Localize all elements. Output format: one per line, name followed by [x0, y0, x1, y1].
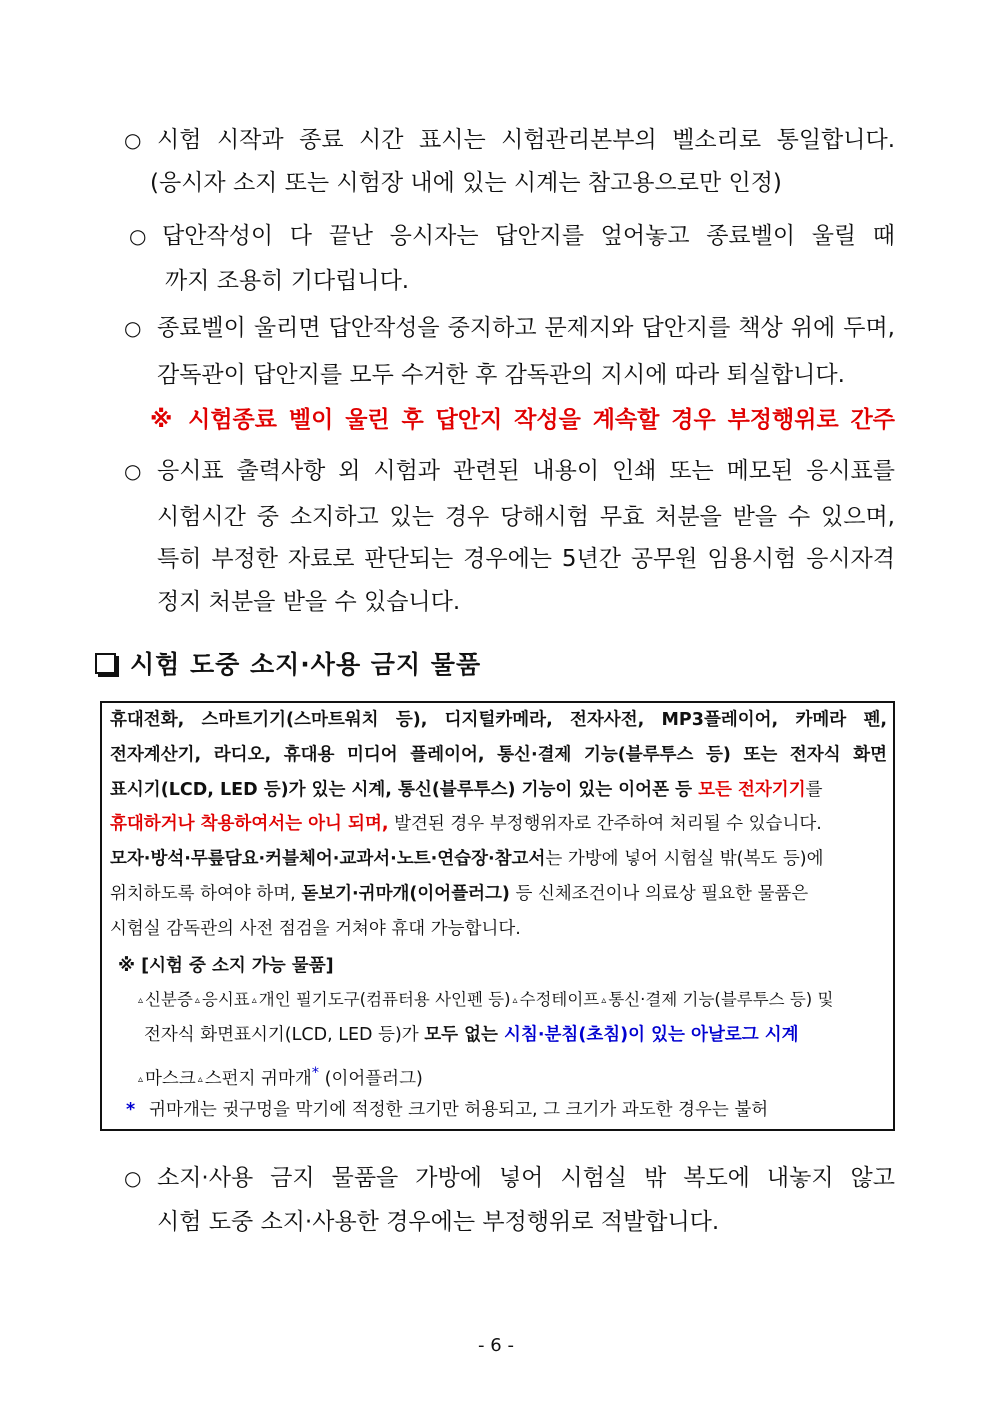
allowed-analog-watch: 시침·분침(초침)이 있는 아날로그 시계 — [497, 1025, 799, 1045]
item3-line2: 감독관이 답안지를 모두 수거한 후 감독관의 지시에 따라 퇴실합니다. — [157, 362, 845, 388]
allowed-line-3-tail: (이어플러그) — [319, 1068, 423, 1089]
item4-line1: 응시표 출력사항 외 시험과 관련된 내용이 인쇄 또는 메모된 응시표를 — [157, 458, 895, 484]
notice-line-2: 전자계산기, 라디오, 휴대용 미디어 플레이어, 통신·결제 기능(블루투스 등) 또는 전자식 화면 — [110, 745, 887, 765]
notice-line-3-bold: 표시기(LCD, LED 등)가 있는 시계, 통신(블루투스) 기능이 있는 이어폰 등 — [110, 780, 699, 800]
section-heading — [95, 645, 481, 681]
item3-line1: 종료벨이 울리면 답안작성을 중지하고 문제지와 답안지를 책상 위에 두며, — [157, 315, 895, 341]
notice-line-5-tail: 는 가방에 넣어 시험실 밖(복도 등)에 — [545, 849, 824, 869]
notice-line-3 — [110, 777, 887, 803]
bullet-5: ○ — [124, 1166, 142, 1190]
bullet-3: ○ — [124, 316, 142, 340]
allowed-id-card: 신분증 — [145, 990, 193, 1009]
notice-line-7: 시험실 감독관의 사전 점검을 거쳐야 휴대 가능합니다. — [110, 919, 521, 939]
item5-line2: 시험 도중 소지·사용한 경우에는 부정행위로 적발합니다. — [157, 1209, 720, 1235]
item1-line1: 시험 시작과 종료 시간 표시는 시험관리본부의 벨소리로 통일합니다. — [157, 127, 895, 153]
triangle-bullet-icon: ▵ — [138, 1073, 144, 1085]
item3-warning: ※ 시험종료 벨이 울린 후 답안지 작성을 계속할 경우 부정행위로 간주 — [150, 407, 895, 433]
triangle-bullet-icon: ▵ — [194, 995, 200, 1006]
allowed-writing-tools: 개인 필기도구(컴퓨터용 사인펜 등) — [258, 990, 511, 1009]
notice-line-3-tail: 를 — [805, 780, 823, 800]
notice-line-6-tail: 등 신체조건이나 의료상 필요한 물품은 — [509, 884, 809, 904]
triangle-bullet-icon: ▵ — [512, 995, 518, 1006]
page-number: - 6 - — [478, 1335, 514, 1356]
allowed-items-line-2 — [144, 1022, 893, 1048]
allowed-items-title: ※ [시험 중 소지 가능 물품] — [118, 956, 334, 976]
item2-line2: 까지 조용히 기다립니다. — [165, 268, 410, 294]
allowed-items-line-1 — [136, 987, 893, 1014]
item4-line4: 정지 처분을 받을 수 있습니다. — [157, 589, 461, 615]
allowed-line-1-tail: 통신·결제 기능(블루투스 등) 및 — [608, 990, 834, 1009]
allowed-mask: 마스크 — [145, 1068, 196, 1089]
footnote-text: 귀마개는 귓구멍을 막기에 적정한 크기만 허용되고, 그 크기가 과도한 경우는 불허 — [149, 1100, 769, 1120]
bullet-2: ○ — [129, 224, 147, 248]
allowed-correction-tape: 수정테이프 — [519, 990, 600, 1009]
item4-line2: 시험시간 중 소지하고 있는 경우 당해시험 무효 처분을 받을 수 있으며, — [157, 504, 895, 530]
notice-line-6 — [110, 881, 887, 907]
footnote-line — [126, 1097, 893, 1123]
section-title: 시험 도중 소지·사용 금지 물품 — [130, 650, 482, 679]
notice-line-3-red: 모든 전자기기 — [698, 780, 806, 800]
footnote-star: * — [311, 1064, 320, 1081]
prohibited-items-box — [100, 701, 895, 1131]
item5-line1: 소지·사용 금지 물품을 가방에 넣어 시험실 밖 복도에 내놓지 않고 — [157, 1165, 895, 1191]
triangle-bullet-icon: ▵ — [601, 995, 607, 1006]
triangle-bullet-icon: ▵ — [138, 995, 144, 1006]
item1-line2: (응시자 소지 또는 시험장 내에 있는 시계는 참고용으로만 인정) — [150, 170, 782, 196]
notice-line-4-red: 휴대하거나 착용하여서는 아니 되며, — [110, 814, 389, 834]
allowed-admission-ticket: 응시표 — [201, 990, 250, 1009]
allowed-line-2-head: 전자식 화면표시기(LCD, LED 등)가 — [144, 1025, 425, 1045]
notice-line-4 — [110, 811, 887, 837]
allowed-sponge-earplug: 스펀지 귀마개 — [204, 1068, 312, 1089]
notice-line-4-tail: 발견된 경우 부정행위자로 간주하여 처리될 수 있습니다. — [388, 814, 822, 834]
notice-line-6-bold: 돋보기·귀마개(이어플러그) — [301, 884, 510, 904]
footnote-marker: * — [126, 1100, 136, 1120]
bullet-1: ○ — [124, 128, 142, 152]
bullet-4: ○ — [124, 459, 142, 483]
triangle-bullet-icon: ▵ — [197, 1073, 203, 1085]
allowed-items-line-3 — [136, 1060, 893, 1093]
allowed-line-2-bold: 모두 없는 — [424, 1025, 498, 1045]
notice-line-5 — [110, 846, 887, 872]
triangle-bullet-icon: ▵ — [251, 995, 257, 1006]
item4-line3: 특히 부정한 자료로 판단되는 경우에는 5년간 공무원 임용시험 응시자격 — [157, 546, 895, 572]
notice-line-1: 휴대전화, 스마트기기(스마트워치 등), 디지털카메라, 전자사전, MP3플레이어, 카메라 펜, — [110, 710, 887, 730]
item2-line1: 답안작성이 다 끝난 응시자는 답안지를 엎어놓고 종료벨이 울릴 때 — [162, 223, 895, 249]
notice-line-5-bold: 모자·방석·무릎담요·커블체어·교과서·노트·연습장·참고서 — [110, 849, 546, 869]
checkbox-square-icon — [95, 653, 116, 674]
notice-line-6-head: 위치하도록 하여야 하며, — [110, 884, 302, 904]
